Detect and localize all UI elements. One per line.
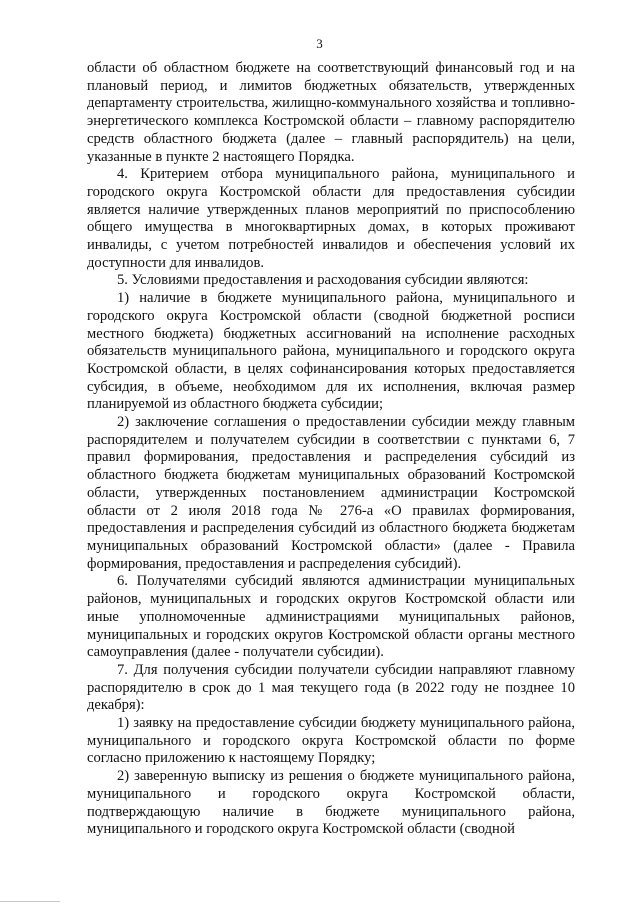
paragraph-item-4: 4. Критерием отбора муниципального района, муниципального и городского округа Костромской области для предоставления субсидии является наличие утвержденных планов мероприятий по приспособлению общего имущества в многоквартирных домах, в которых проживают инвалиды, с учетом потребностей инвалидов и обеспечения условий их доступности для инвалидов. <box>87 166 575 271</box>
paragraph-continuation: области об областном бюджете на соответствующий финансовый год и на плановый период, и лимитов бюджетных обязательств, утвержденных департаменту строительства, жилищно-коммунального хозяйства и топливно-энергетического комплекса Костромской области – главному распорядителю средств областного бюджета (далее – главный распорядитель) на цели, указанные в пункте 2 настоящего Порядка. <box>87 60 575 165</box>
scan-edge-line <box>0 901 60 902</box>
document-body <box>87 60 575 839</box>
page-number: 3 <box>316 36 323 51</box>
paragraph-item-6: 6. Получателями субсидий являются администрации муниципальных районов, муниципальных и городских округов Костромской области или иные уполномоченные администрациями муниципальных районов, муниципальных и городских округов Костромской области органы местного самоуправления (далее - получатели субсидии). <box>87 573 575 661</box>
paragraph-item-7-1: 1) заявку на предоставление субсидии бюджету муниципального района, муниципального и городского округа Костромской области по форме согласно приложению к настоящему Порядку; <box>87 715 575 767</box>
paragraph-item-7: 7. Для получения субсидии получатели субсидии направляют главному распорядителю в срок до 1 мая текущего года (в 2022 году не позднее 10 декабря): <box>87 661 575 714</box>
paragraph-item-5: 5. Условиями предоставления и расходования субсидии являются: <box>117 272 529 289</box>
paragraph-item-5-2: 2) заключение соглашения о предоставлении субсидии между главным распорядителем и получателем субсидии в соответствии с пунктами 6, 7 правил формирования, предоставления и распределения субсидий из областного бюджета бюджетам муниципальных образований Костромской области, утвержденных постановлением администрации Костромской области от 2 июля 2018 года № 276-а «О правилах формирования, предоставления и распределения субсидий из областного бюджета бюджетам муниципальных образований Костромской области» (далее - Правила формирования, предоставления и распределения субсидий). <box>87 414 575 572</box>
paragraph-item-5-1: 1) наличие в бюджете муниципального района, муниципального и городского округа Костромской области (сводной бюджетной росписи местного бюджета) бюджетных ассигнований на исполнение расходных обязательств муниципального района, муниципального и городского округа Костромской области, в целях софинансирования которых предоставляется субсидия, в объеме, необходимом для их исполнения, включая размер планируемой из областного бюджета субсидии; <box>87 290 575 413</box>
paragraph-item-7-2: 2) заверенную выписку из решения о бюджете муниципального района, муниципального и городского округа Костромской области, подтверждающую наличие в бюджете муниципального района, муниципального и городского округа Костромской области (сводной <box>87 768 575 838</box>
